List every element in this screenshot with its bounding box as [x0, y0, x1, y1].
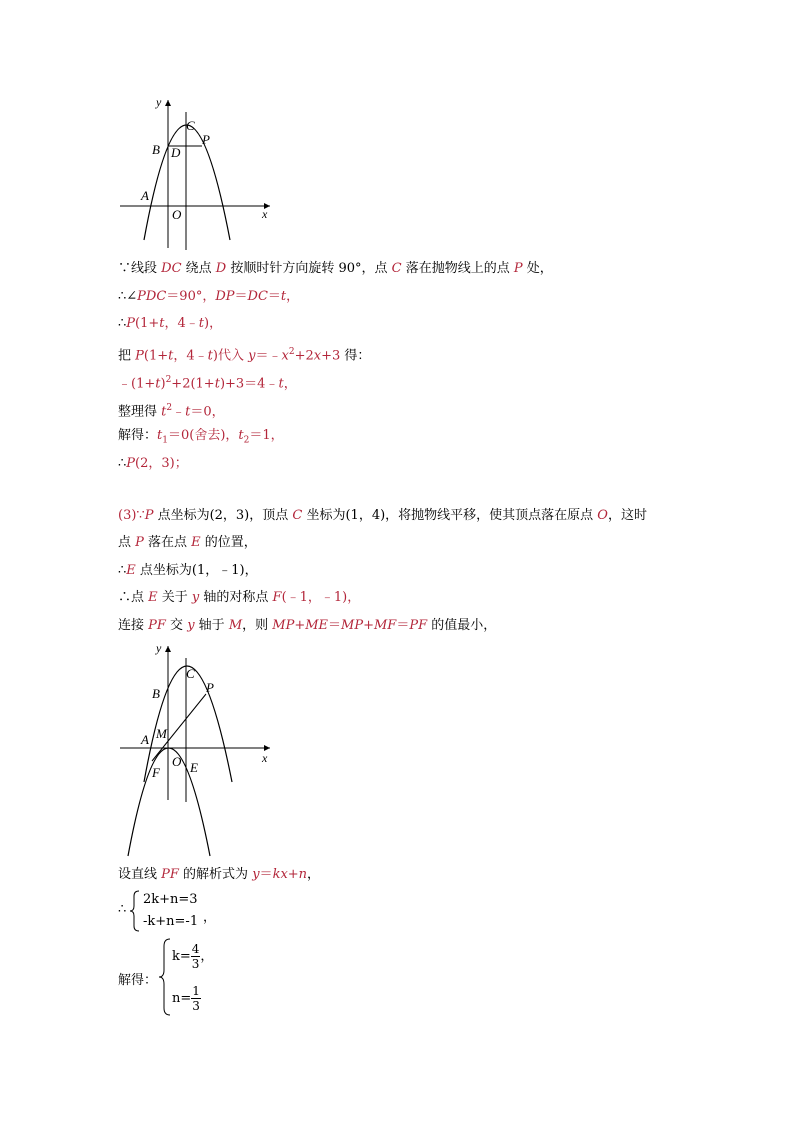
label-p: P [206, 680, 214, 695]
label-y: y [156, 95, 162, 109]
label-y: y [156, 641, 162, 655]
label-a: A [141, 188, 149, 203]
line-linear-form: 设直线 PF 的解析式为 y＝kx+n， [118, 867, 321, 882]
label-x: x [262, 207, 268, 221]
label-f: F [152, 765, 160, 780]
system1-brace [129, 890, 141, 932]
line-p-result: ∴P(2，3)； [118, 456, 188, 471]
label-o: O [172, 207, 182, 222]
line-p-coords: ∴P(1+t，4﹣t)， [118, 316, 223, 331]
line-connect-pf: 连接 PF 交 y 轴于 M，则 MP+ME＝MP+MF＝PF 的值最小， [118, 618, 497, 633]
line-angle: ∴∠PDC＝90°，DP＝DC＝t， [118, 289, 300, 304]
line-equation: $﹣(1+t)^2+2(1+t)+3=4﹣t$， [118, 375, 297, 392]
line-solve-t: 解得：$t_1=0$(舍去)，$t_2=1$， [118, 428, 284, 446]
line-substitute: 把 P(1+t，4﹣t)代入 $y=﹣x^2+2x+3$ 得： [118, 347, 371, 364]
line-part3: (3)∵P 点坐标为(2，3)，顶点 C 坐标为(1，4)，将抛物线平移，使其顶点落在原点 O，这时 [118, 508, 647, 523]
line-simplify: 整理得 $t^2﹣t=0$， [118, 403, 225, 420]
figure-2-parabolas [112, 638, 282, 860]
system2-label: 解得： [118, 973, 158, 988]
label-x: x [262, 751, 268, 765]
label-d: D [171, 145, 181, 160]
system1-eq2: -k+n=-1 [143, 914, 199, 929]
system2-k-row: k= $\frac{4}{3}$ ， [172, 942, 214, 971]
label-a: A [141, 732, 149, 747]
label-b: B [152, 686, 160, 701]
system1-therefore: ∴ [118, 902, 127, 917]
system2-n-row: n= $\frac{1}{3}$ [172, 984, 200, 1013]
line-part3-cont: 点 P 落在点 E 的位置， [118, 535, 257, 550]
figure-1-parabola [112, 92, 282, 254]
label-m: M [156, 726, 167, 741]
label-o: O [172, 754, 182, 769]
label-e: E [190, 760, 198, 775]
fraction-k: $\frac{4}{3}$ [191, 942, 200, 971]
system1-comma: ， [203, 910, 217, 925]
fraction-n: $\frac{1}{3}$ [192, 984, 200, 1013]
system2-brace [158, 938, 172, 1016]
line-rotation: ∵线段 DC 绕点 D 按顺时针方向旋转 90°，点 C 落在抛物线上的点 P 处， [118, 261, 553, 276]
line-e-coords: ∴E 点坐标为(1，﹣1)， [118, 563, 258, 578]
label-b: B [152, 142, 160, 157]
system1-eq1: 2k+n=3 [143, 892, 198, 907]
label-c: C [186, 666, 195, 681]
label-p: P [202, 132, 210, 147]
label-c: C [186, 118, 195, 133]
line-f-coords: ∴点 E 关于 y 轴的对称点 F(﹣1，﹣1)， [118, 590, 361, 605]
